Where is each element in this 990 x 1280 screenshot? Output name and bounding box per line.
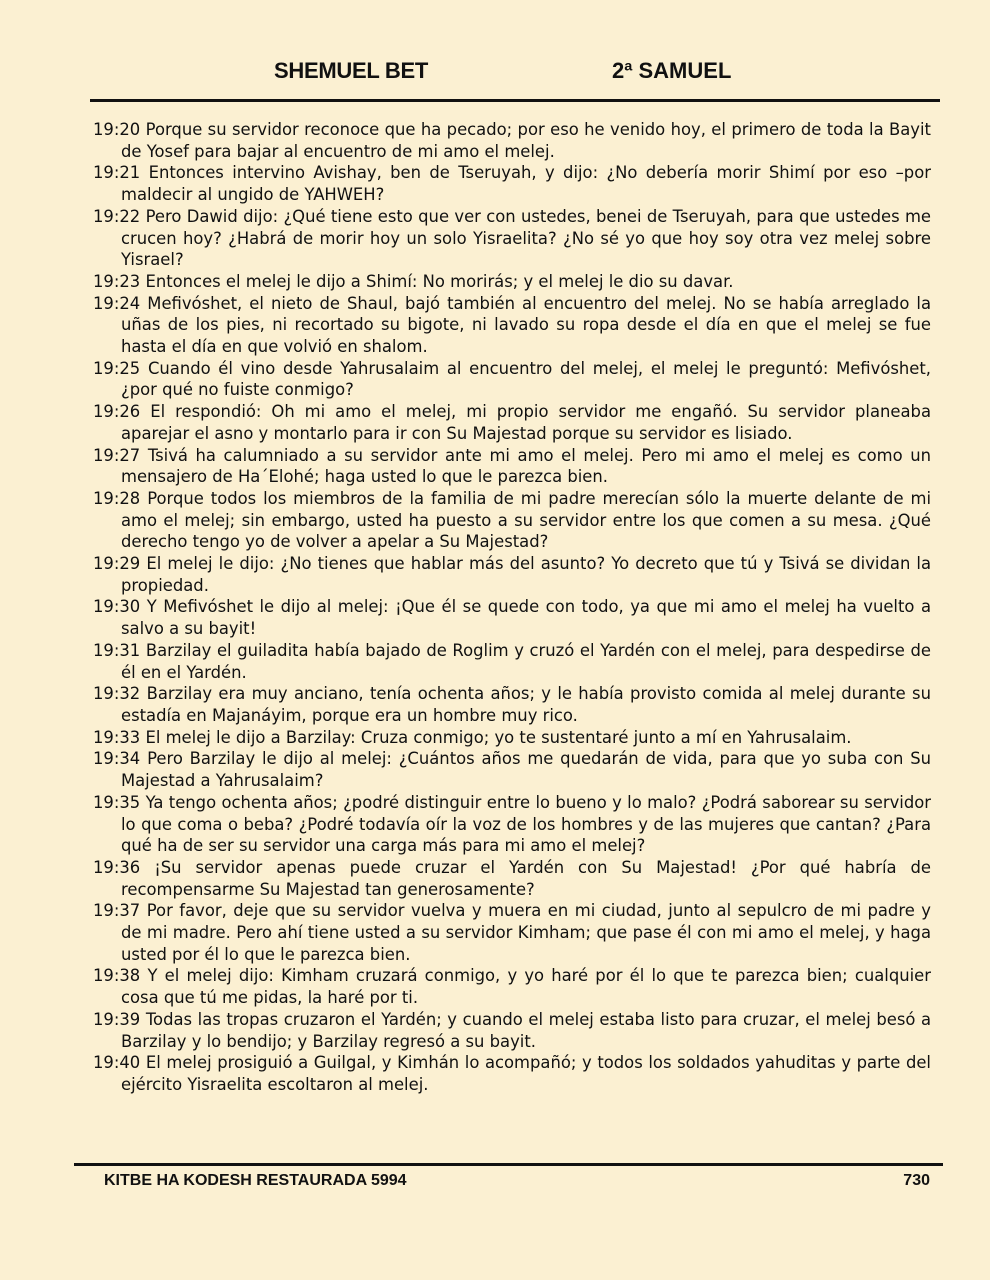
verse-paragraph bbox=[93, 553, 931, 596]
footer-divider bbox=[74, 1163, 943, 1166]
verse-paragraph bbox=[93, 206, 931, 271]
verse-reference: 19:35 bbox=[93, 792, 141, 812]
verse-text: Entonces intervino Avishay, ben de Tseruyah, y dijo: ¿No debería morir Shimí por eso –por maldecir al ungido de YAHWEH? bbox=[121, 163, 931, 205]
verse-text: Mefivóshet, el nieto de Shaul, bajó también al encuentro del melej. No se había arreglado la uñas de los pies, ni recortado su bigote, ni lavado su ropa desde el día en que el melej se fue hasta el día en que volvió en shalom. bbox=[121, 293, 931, 357]
verse-text: ¡Su servidor apenas puede cruzar el Yardén con Su Majestad! ¿Por qué habría de recompensarme Su Majestad tan generosamente? bbox=[121, 857, 931, 899]
verse-reference: 19:21 bbox=[93, 163, 141, 183]
verse-paragraph bbox=[93, 401, 931, 444]
verse-list bbox=[93, 119, 931, 1096]
verse-text: El respondió: Oh mi amo el melej, mi propio servidor me engañó. Su servidor planeaba aparejar el asno y montarlo para ir con Su Majestad porque su servidor es lisiado. bbox=[121, 402, 931, 443]
verse-paragraph bbox=[93, 792, 931, 857]
page-footer bbox=[0, 1172, 990, 1196]
verse-text: Y Mefivóshet le dijo al melej: ¡Que él se quede con todo, ya que mi amo el melej ha vuelto a salvo a su bayit! bbox=[121, 597, 931, 639]
verse-text: El melej prosiguió a Guilgal, y Kimhán lo acompañó; y todos los soldados yahuditas y parte del ejército Yisraelita escoltaron al melej. bbox=[121, 1053, 931, 1094]
verse-reference: 19:30 bbox=[93, 597, 141, 617]
verse-paragraph bbox=[93, 683, 931, 726]
verse-text: Porque su servidor reconoce que ha pecado; por eso he venido hoy, el primero de toda la Bayit de Yosef para bajar al encuentro de mi amo el melej. bbox=[121, 120, 931, 161]
verse-paragraph bbox=[93, 727, 931, 749]
verse-reference: 19:33 bbox=[93, 727, 141, 747]
verse-reference: 19:31 bbox=[93, 640, 141, 660]
verse-paragraph bbox=[93, 162, 931, 205]
verse-reference: 19:38 bbox=[93, 966, 141, 986]
page-number: 730 bbox=[903, 1172, 930, 1189]
verse-paragraph bbox=[93, 293, 931, 358]
verse-text: El melej le dijo: ¿No tienes que hablar más del asunto? Yo decreto que tú y Tsivá se dividan la propiedad. bbox=[121, 554, 932, 595]
verse-reference: 19:40 bbox=[93, 1053, 141, 1073]
verse-text: Barzilay el guiladita había bajado de Roglim y cruzó el Yardén con el melej, para despedirse de él en el Yardén. bbox=[121, 640, 931, 682]
verse-text: Ya tengo ochenta años; ¿podré distinguir entre lo bueno y lo malo? ¿Podrá saborear su servidor lo que coma o beba? ¿Podré todavía oír la voz de los hombres y de las mujeres que cantan? ¿Para qué ha de ser su servidor una carga más para mi amo el melej? bbox=[121, 792, 932, 856]
verse-reference: 19:22 bbox=[93, 206, 141, 226]
verse-reference: 19:24 bbox=[93, 293, 141, 313]
verse-paragraph bbox=[93, 271, 931, 293]
verse-text: Pero Dawid dijo: ¿Qué tiene esto que ver con ustedes, benei de Tseruyah, para que ustedes me crucen hoy? ¿Habrá de morir hoy un solo Yisraelita? ¿No sé yo que hoy soy otra vez melej sobre Yisrael? bbox=[121, 206, 932, 270]
verse-reference: 19:36 bbox=[93, 857, 141, 877]
page-header bbox=[0, 58, 990, 92]
verse-reference: 19:32 bbox=[93, 684, 141, 704]
verse-reference: 19:20 bbox=[93, 120, 141, 139]
verse-paragraph bbox=[93, 596, 931, 639]
verse-text: El melej le dijo a Barzilay: Cruza conmigo; yo te sustentaré junto a mí en Yahrusalaim. bbox=[145, 727, 852, 747]
header-book-title: SHEMUEL BET bbox=[274, 58, 428, 83]
verse-text: Pero Barzilay le dijo al melej: ¿Cuántos años me quedarán de vida, para que yo suba con Su Majestad a Yahrusalaim? bbox=[121, 749, 931, 791]
verse-paragraph bbox=[93, 1052, 931, 1095]
verse-reference: 19:39 bbox=[93, 1009, 141, 1029]
verse-reference: 19:26 bbox=[93, 402, 141, 422]
verse-paragraph bbox=[93, 1009, 931, 1052]
verse-paragraph bbox=[93, 488, 931, 553]
verse-paragraph bbox=[93, 900, 931, 965]
verse-reference: 19:29 bbox=[93, 554, 141, 574]
verse-text: Cuando él vino desde Yahrusalaim al encuentro del melej, el melej le preguntó: Mefivóshet, ¿por qué no fuiste conmigo? bbox=[121, 358, 931, 400]
verse-text: Por favor, deje que su servidor vuelva y muera en mi ciudad, junto al sepulcro de mi padre y de mi madre. Pero ahí tiene usted a su servidor Kimham; que pase él con mi amo el melej, y haga usted por él lo que le parezca bien. bbox=[121, 901, 931, 964]
verse-paragraph bbox=[93, 640, 931, 683]
verse-paragraph bbox=[93, 748, 931, 791]
verse-reference: 19:25 bbox=[93, 358, 141, 378]
verse-paragraph bbox=[93, 965, 931, 1008]
verse-text: Porque todos los miembros de la familia de mi padre merecían sólo la muerte delante de mi amo el melej; sin embargo, usted ha puesto a su servidor entre los que comen a su mesa. ¿Qué derecho tengo yo de volver a apelar a Su Majestad? bbox=[121, 488, 931, 552]
verse-reference: 19:37 bbox=[93, 901, 141, 921]
verse-paragraph bbox=[93, 857, 931, 900]
verse-reference: 19:23 bbox=[93, 271, 141, 291]
verse-text: Y el melej dijo: Kimham cruzará conmigo, y yo haré por él lo que te parezca bien; cualquier cosa que tú me pidas, la haré por ti. bbox=[121, 966, 931, 1008]
verse-paragraph bbox=[93, 445, 931, 488]
verse-paragraph bbox=[93, 119, 931, 162]
verse-reference: 19:34 bbox=[93, 749, 141, 769]
verse-reference: 19:28 bbox=[93, 488, 141, 508]
header-book-title-spanish: 2ª SAMUEL bbox=[612, 58, 732, 83]
header-divider bbox=[90, 99, 940, 102]
verse-text: Tsivá ha calumniado a su servidor ante mi amo el melej. Pero mi amo el melej es como un mensajero de Ha´Elohé; haga usted lo que le parezca bien. bbox=[121, 445, 931, 487]
verse-reference: 19:27 bbox=[93, 445, 141, 465]
verse-text: Barzilay era muy anciano, tenía ochenta años; y le había provisto comida al melej durante su estadía en Majanáyim, porque era un hombre muy rico. bbox=[121, 684, 931, 725]
verse-text: Entonces el melej le dijo a Shimí: No morirás; y el melej le dio su davar. bbox=[145, 271, 734, 291]
verse-text: Todas las tropas cruzaron el Yardén; y cuando el melej estaba listo para cruzar, el melej besó a Barzilay y lo bendijo; y Barzilay regresó a su bayit. bbox=[121, 1009, 931, 1051]
verse-paragraph bbox=[93, 358, 931, 401]
footer-title: KITBE HA KODESH RESTAURADA 5994 bbox=[104, 1172, 407, 1189]
